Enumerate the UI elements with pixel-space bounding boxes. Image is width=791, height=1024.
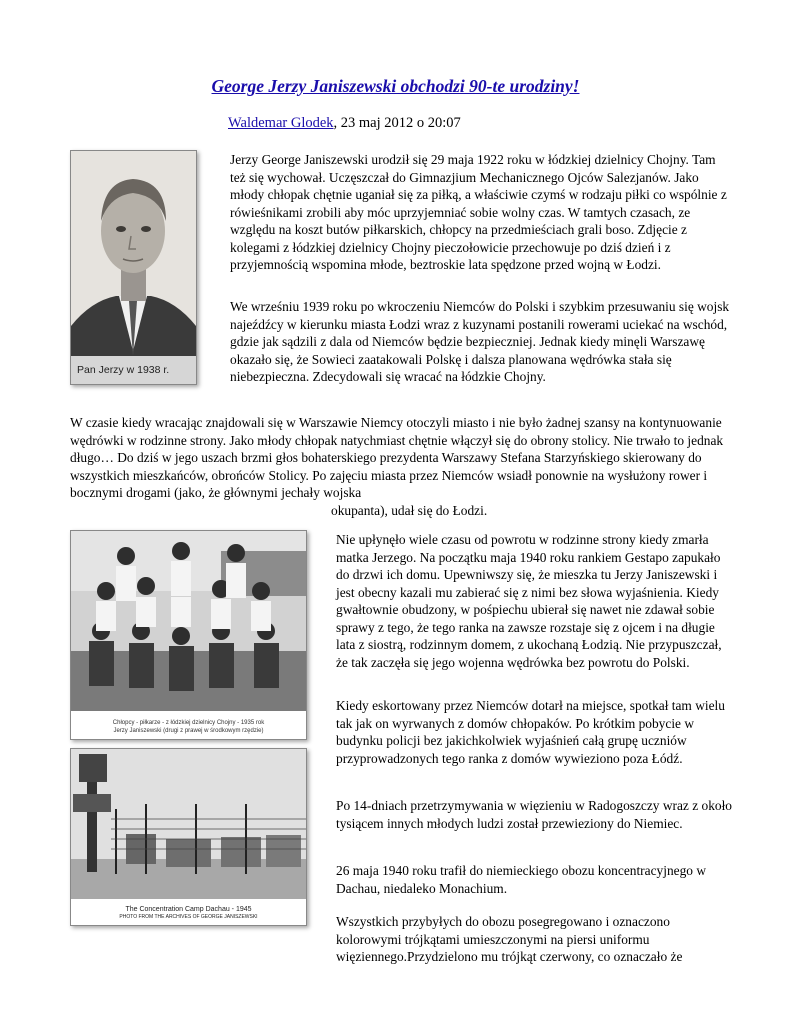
group-caption <box>81 719 296 735</box>
camp-photo <box>70 748 307 926</box>
group-illustration <box>71 531 306 739</box>
byline <box>228 115 461 132</box>
paragraph-8: Wszystkich przybyłych do obozu posegregowano i oznaczono kolorowymi trójkątami umieszczonymi na piersi uniformu więziennego.Przydzielono mu trójkąt czerwony, co oznaczało że <box>336 914 683 964</box>
camp-caption-title: The Concentration Camp Dachau - 1945 <box>125 906 252 913</box>
group-photo <box>70 530 307 740</box>
paragraph-5: Kiedy eskortowany przez Niemców dotarł na miejsce, spotkał tam wielu tak jak on wyrwanych z domów chłopaków. Po krótkim pobycie w budynku policji bez jakichkolwiek wyjaśnień całą grupę uczniów przyprowadzonych tego ranka z domów wywieziono poza Łódź. <box>336 698 725 766</box>
portrait-caption: Pan Jerzy w 1938 r. <box>77 364 170 376</box>
camp-caption-credit: PHOTO FROM THE ARCHIVES OF GEORGE JANISZEWSKI <box>119 914 258 920</box>
paragraph-3-end: okupanta), udał się do Łodzi. <box>331 502 488 518</box>
portrait-photo <box>70 150 197 385</box>
paragraph-1: Jerzy George Janiszewski urodził się 29 maja 1922 roku w łódzkiej dzielnicy Chojny. Tam też się wychował. Uczęszczał do Gimnazjium Mechanicznego Ojców Salezjanów. Jako młody chłopak chętnie uganiał się za piłką, a właściwie czymś w rodzaju piłki co wspólnie z rówieśnikami zrobili aby móc uprzyjemniać sobie wolny czas. W tamtych czasach, ze względu na koszt butów piłkarskich, chłopcy na przedmieściach grali boso. Zdjęcie z kolegami z łódzkiej dzielnicy Chojny pieczołowicie przechowuje po dziś dzień i z przyjemnością wspomina młode, beztroskie lata spędzone przed wojną w Łodzi. <box>230 152 727 272</box>
group-caption-line-1: Chłopcy - piłkarze - z łódzkiej dzielnicy Chojny - 1935 rok <box>112 720 265 726</box>
paragraph-2: We wrześniu 1939 roku po wkroczeniu Niemców do Polski i szybkim przesuwaniu się wojsk najeźdźcy w kierunku miasta Łodzi wraz z kuzynami postanili rowerami uciekać na wschód, gdzie jak sądzili z dala od Niemców będzie bezpieczniej. Jednak kiedy minęli Warszawę okazało się, że Sowieci zaatakowali Polskę i dalsza planowana wędrówka stała się niebezpieczna. Zdecydowali się wracać na łódzkie Chojny. <box>230 299 730 384</box>
paragraph-4: Nie upłynęło wiele czasu od powrotu w rodzinne strony kiedy zmarła matka Jerzego. Na początku maja 1940 roku rankiem Gestapo zapukało do drzwi ich domu. Upewniwszy się, że mieszka tu Jerzy Janiszewski i jest obecny kazali mu zabierać się z nimi bez słowa wyjaśnienia. Kiedy gwałtownie obudzony, w pośpiechu ubierał się nawet nie zdawał sobie sprawy z tego, że tego ranka na zawsze rozstaje się z ojcem i na długie lata z siostrą, rodzinnym domem, z ukochaną Łodzią. Nie przypuszczał, że tak zaczęła się jego wojenna wędrówka bez powrotu do Polski. <box>336 532 722 670</box>
group-caption-line-2: Jerzy Janiszewski (drugi z prawej w środkowym rzędzie) <box>113 728 264 734</box>
paragraph-6: Po 14-dniach przetrzymywania w więzieniu w Radogoszczy wraz z około tysiącem innych młodych ludzi został przewieziony do Niemiec. <box>336 798 733 831</box>
paragraph-7: 26 maja 1940 roku trafił do niemieckiego obozu koncentracyjnego w Dachau, niedaleko Monachium. <box>336 863 706 896</box>
camp-illustration <box>71 749 306 925</box>
portrait-illustration <box>71 151 196 384</box>
paragraph-3 <box>70 414 730 519</box>
camp-caption <box>81 905 296 920</box>
paragraph-3-text: W czasie kiedy wracając znajdowali się w Warszawie Niemcy otoczyli miasto i nie było żadnej szansy na kontynuowanie wędrówki w rodzinne strony. Jako młody chłopak natychmiast chętnie włączył się do obrony stolicy. Nie trwało to jednak długo… Do dziś w jego uszach brzmi głos bohaterskiego prezydenta Warszawy Stefana Starzyńskiego skierowany do wszystkich mieszkańców, obrońców Stolicy. Po zajęciu miasta przez Niemców wsiadł ponownie na wysłużony rower i bocznymi drogami (jako, że głównymi jechały wojska <box>70 415 724 500</box>
author-link[interactable]: Waldemar Glodek <box>228 115 334 131</box>
article-title[interactable]: George Jerzy Janiszewski obchodzi 90-te urodziny! <box>211 76 580 96</box>
publish-date: , 23 maj 2012 o 20:07 <box>333 115 461 131</box>
